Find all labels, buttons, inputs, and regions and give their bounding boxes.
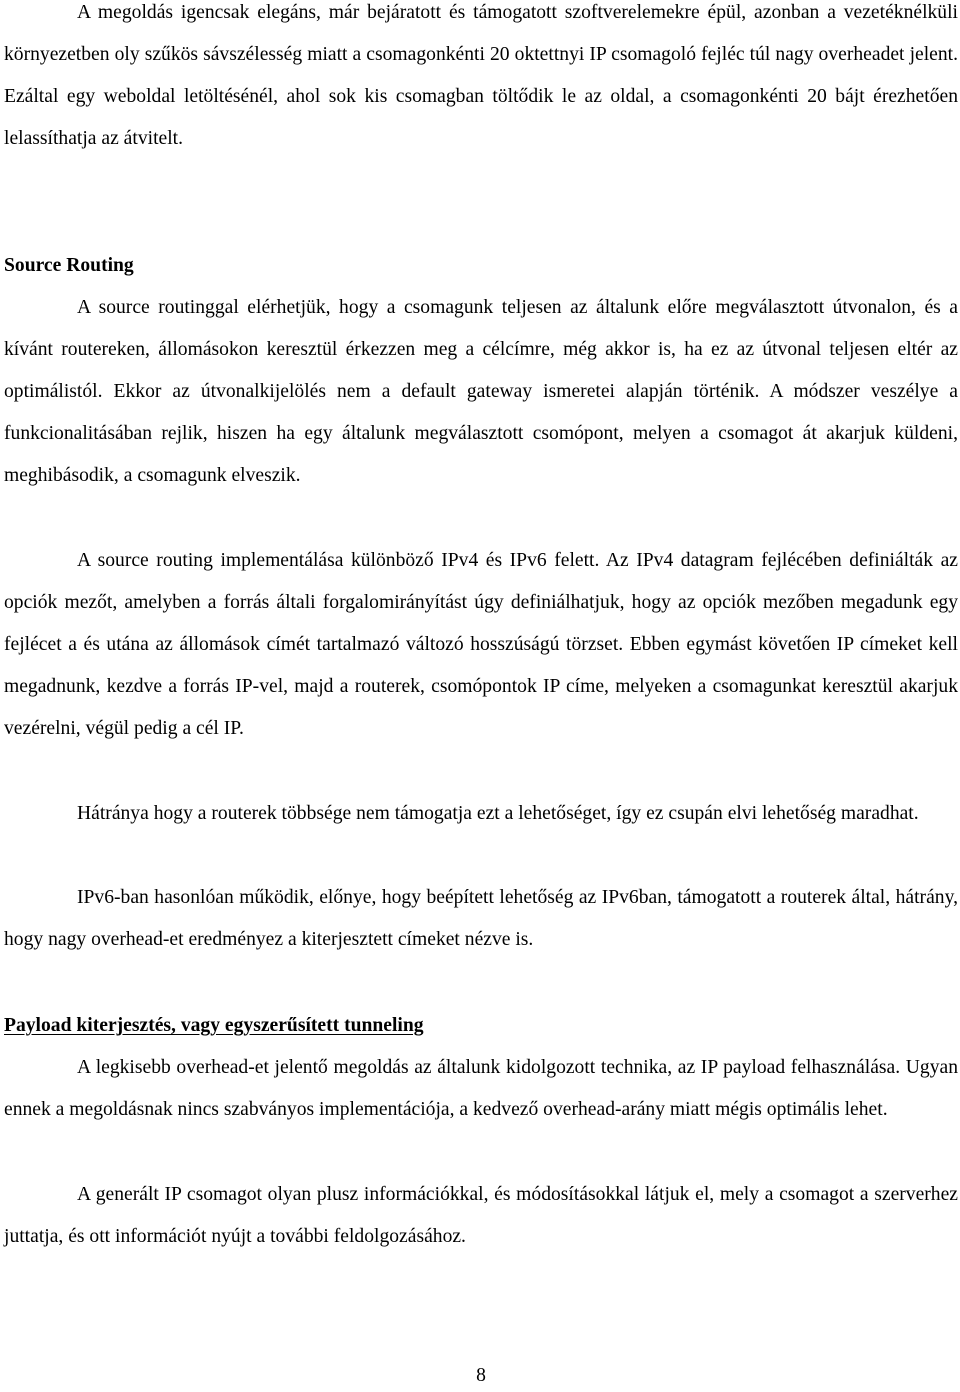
payload-paragraph: A generált IP csomagot olyan plusz információkkal, és módosításokkal látjuk el, mely a csomagot a szerverhez juttatja, és ott információt nyújt a további feldolgozásához. [4,1184,958,1248]
page-number: 8 [476,1365,486,1386]
section-heading-payload: Payload kiterjesztés, vagy egyszerűsített tunneling [4,1015,424,1036]
payload-paragraph: A legkisebb overhead-et jelentő megoldás az általunk kidolgozott technika, az IP payload felhasználása. Ugyan ennek a megoldásnak nincs szabványos implementációja, a kedvező overhead-arány miatt mégis optimális lehet. [4,1057,958,1121]
source-routing-paragraph: A source routinggal elérhetjük, hogy a csomagunk teljesen az általunk előre megválasztott útvonalon, és a kívánt routereken, állomásokon keresztül érkezzen meg a célcímre, még akkor is, ha ez az útvonal teljesen eltér az optimálistól. Ekkor az útvonalkijelölés nem a default gateway ismeretei alapján történik. A módszer veszélye a funkcionalitásában rejlik, hiszen ha egy általunk megválasztott csomópont, melyen a csomagot át akarjuk küldeni, meghibásodik, a csomagunk elveszik. [4,297,958,487]
source-routing-paragraph: A source routing implementálása különböző IPv4 és IPv6 felett. Az IPv4 datagram fejlécében definiálták az opciók mezőt, amelyben a forrás általi forgalomirányítást úgy definiálhatjuk, hogy az opciók mezőben megadunk egy fejlécet a és utána az állomások címét tartalmazó változó hosszúságú törzset. Ebben egymást követően IP címeket kell megadnunk, kezdve a forrás IP-vel, majd a routerek, csomópontok IP címe, melyeken a csomagunkat keresztül akarjuk vezérelni, végül pedig a cél IP. [4,550,958,740]
section-heading-source-routing: Source Routing [4,255,134,276]
intro-paragraph: A megoldás igencsak elegáns, már bejáratott és támogatott szoftverelemekre épül, azonban a vezetéknélküli környezetben oly szűkös sávszélesség miatt a csomagonkénti 20 oktettnyi IP csomagoló fejléc túl nagy overheadet jelent. Ezáltal egy weboldal letöltésénél, ahol sok kis csomagban töltődik le az oldal, a csomagonkénti 20 bájt érezhetően lelassíthatja az átvitelt. [4,2,958,150]
source-routing-paragraph: Hátránya hogy a routerek többsége nem támogatja ezt a lehetőséget, így ez csupán elvi lehetőség maradhat. [77,803,919,824]
source-routing-paragraph: IPv6-ban hasonlóan működik, előnye, hogy beépített lehetőség az IPv6ban, támogatott a routerek által, hátrány, hogy nagy overhead-et eredményez a kiterjesztett címeket nézve is. [4,887,958,951]
document-page [4,0,958,1392]
